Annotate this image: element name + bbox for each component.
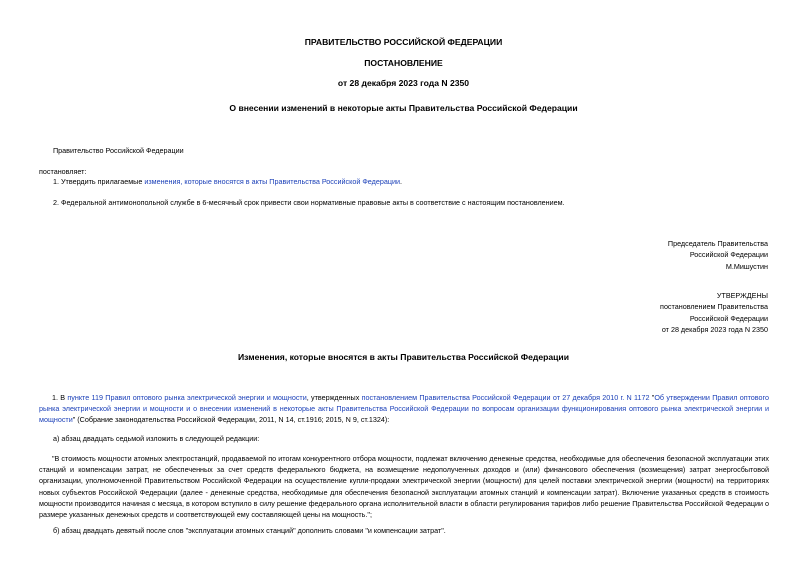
item-1-suffix: .: [399, 177, 402, 186]
link-rules-point-119[interactable]: пункте 119 Правил оптового рынка электрической энергии и мощности: [67, 393, 307, 402]
preamble-government: Правительство Российской Федерации: [53, 146, 184, 155]
signature-position: Председатель Правительства: [667, 239, 768, 248]
item-1-link[interactable]: изменения, которые вносятся в акты Правительства Российской Федерации: [144, 177, 400, 186]
org-heading: ПРАВИТЕЛЬСТВО РОССИЙСКОЙ ФЕДЕРАЦИИ: [304, 37, 503, 47]
approval-block: [660, 290, 768, 335]
paragraph-1-text-c: ": [649, 393, 655, 402]
subitem-b: б) абзац двадцать девятый после слов "эксплуатации атомных станций" дополнить словами "и компенсации затрат".: [53, 526, 446, 535]
subitem-a: а) абзац двадцать седьмой изложить в следующей редакции:: [53, 434, 260, 443]
paragraph-1: [39, 392, 769, 426]
doc-type-heading: ПОСТАНОВЛЕНИЕ: [364, 58, 443, 68]
item-1: [53, 176, 402, 187]
quoted-text: "В стоимость мощности атомных электростанций, продаваемой по итогам конкурентного отбора мощности, подлежат включению денежные средства, необходимые для обеспечения безопасной эксплуатации этих станций и компенсации затрат, не обеспеченных за счет средств федерального бюджета, на возмещение недополученных доходов и (или) финансового обеспечения (возмещения) затрат энергосбытовой организации, уполномоченной Правительством Российской Федерации на осуществление купли-продажи электрической энергии (мощности) для целей поставки электрической энергии (мощности) на территориях новых субъектов Российской Федерации (далее - денежные средства, необходимые для обеспечения безопасной эксплуатации атомных станций и компенсации затрат). Включение указанных средств в стоимость мощности производится начиная с месяца, в котором вступило в силу решение федерального органа исполнительной власти в области регулирования тарифов либо решение Правительства Российской Федерации о размере указанных денежных средств и соответствующей ему составляющей цены на мощность.";: [39, 454, 769, 520]
signature-name: М.Мишустин: [725, 261, 768, 271]
document-title: О внесении изменений в некоторые акты Правительства Российской Федерации: [229, 103, 578, 113]
paragraph-1-text-d: " (Собрание законодательства Российской Федерации, 2011, N 14, ст.1916; 2015, N 9, ст.1324):: [72, 415, 390, 425]
preamble-resolves: постановляет:: [39, 167, 87, 176]
link-resolution-title[interactable]: Об утверждении Правил оптового рынка электрической энергии и мощности и о внесении изменений в некоторые акты Правительства Российской Федерации по вопросам организации функционирования оптового рынка электрической энергии и мощности: [39, 393, 769, 425]
approval-date: от 28 декабря 2023 года N 2350: [661, 324, 768, 334]
approval-by-resolution: постановлением Правительства: [660, 302, 768, 312]
paragraph-1-text-b: , утвержденных: [306, 393, 362, 402]
paragraph-1-text-a: 1. В: [52, 393, 68, 402]
item-2: 2. Федеральной антимонопольной службе в 6-месячный срок привести свои нормативные правовые акты в соответствие с настоящим постановлением.: [53, 198, 565, 207]
signature-block: [668, 238, 768, 272]
approval-country: Российской Федерации: [689, 313, 768, 323]
approval-approved: УТВЕРЖДЕНЫ: [716, 291, 768, 300]
link-resolution-1172[interactable]: постановлением Правительства Российской Федерации от 27 декабря 2010 г. N 1172: [361, 393, 650, 402]
item-1-prefix: 1. Утвердить прилагаемые: [53, 177, 145, 186]
signature-country: Российской Федерации: [689, 250, 768, 260]
date-number-heading: от 28 декабря 2023 года N 2350: [337, 78, 470, 88]
changes-title: Изменения, которые вносятся в акты Правительства Российской Федерации: [237, 352, 569, 362]
